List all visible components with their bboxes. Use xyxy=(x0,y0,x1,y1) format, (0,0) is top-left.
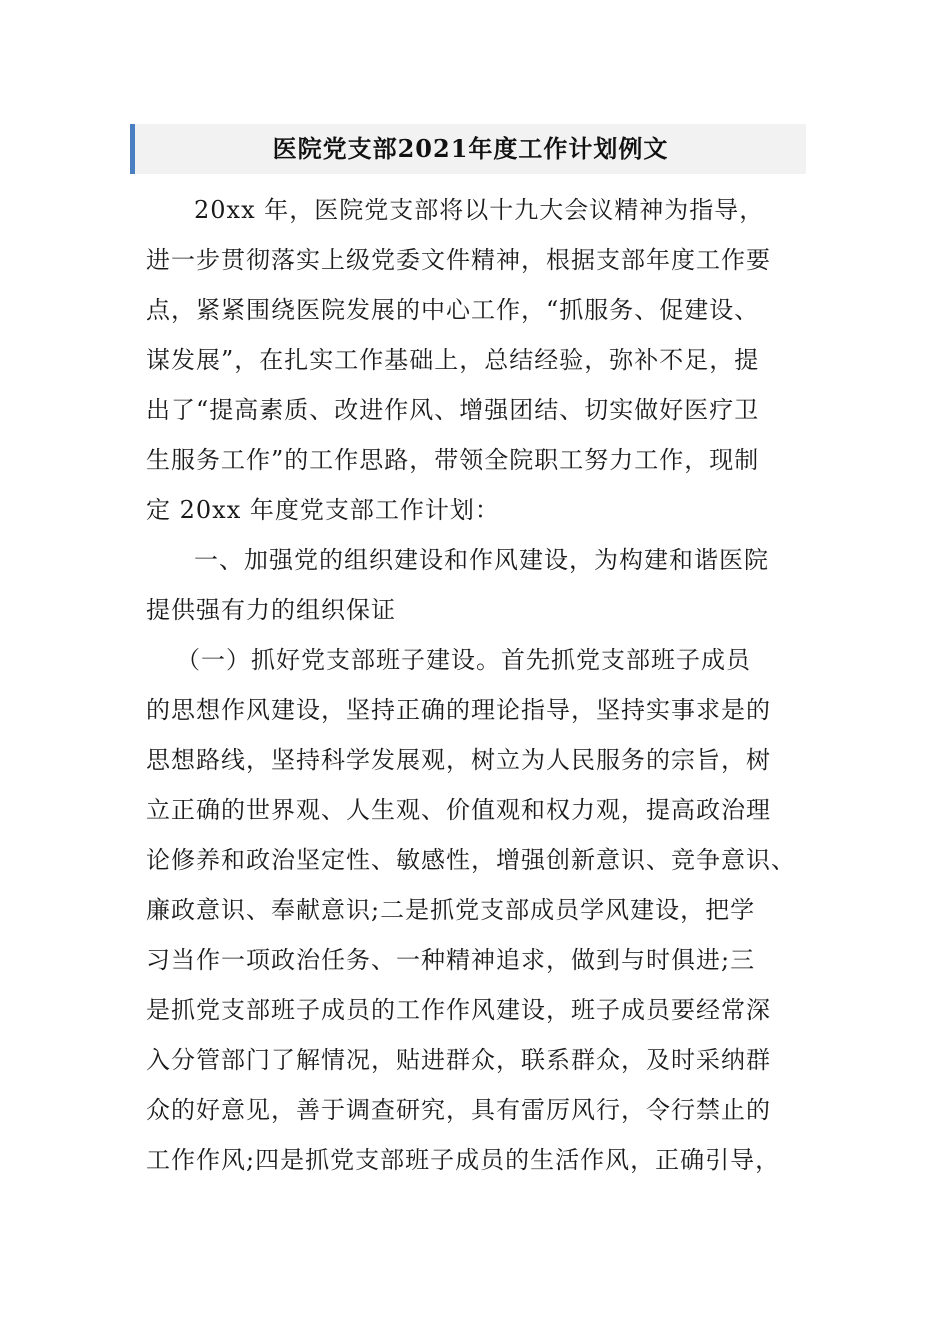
paragraph-line: 立正确的世界观、人生观、价值观和权力观，提高政治理 xyxy=(146,796,771,824)
paragraph-line: 众的好意见，善于调查研究，具有雷厉风行，令行禁止的 xyxy=(146,1096,771,1124)
paragraph-line: 20xx 年，医院党支部将以十九大会议精神为指导， xyxy=(194,196,765,224)
section-heading-line: 一、加强党的组织建设和作风建设，为构建和谐医院 xyxy=(194,546,769,574)
paragraph-line: 谋发展”，在扎实工作基础上，总结经验，弥补不足，提 xyxy=(146,346,760,374)
paragraph-line: 的思想作风建设，坚持正确的理论指导，坚持实事求是的 xyxy=(146,696,771,724)
title-banner xyxy=(130,124,806,174)
paragraph-line: 论修养和政治坚定性、敏感性，增强创新意识、竞争意识、 xyxy=(146,846,796,874)
paragraph-line: 出了“提高素质、改进作风、增强团结、切实做好医疗卫 xyxy=(146,396,760,424)
paragraph-line: 工作作风;四是抓党支部班子成员的生活作风，正确引导， xyxy=(146,1146,781,1174)
section-heading-line: 提供强有力的组织保证 xyxy=(146,596,396,624)
paragraph-line: 进一步贯彻落实上级党委文件精神，根据支部年度工作要 xyxy=(146,246,771,274)
paragraph-line: 定 20xx 年度党支部工作计划： xyxy=(146,496,500,524)
document-body xyxy=(146,185,826,1185)
paragraph-line: 习当作一项政治任务、一种精神追求，做到与时俱进;三 xyxy=(146,946,756,974)
paragraph-line: 点，紧紧围绕医院发展的中心工作，“抓服务、促建设、 xyxy=(146,296,760,324)
document-title: 医院党支部2021年度工作计划例文 xyxy=(272,134,669,163)
paragraph-line: 生服务工作”的工作思路，带领全院职工努力工作，现制 xyxy=(146,446,760,474)
paragraph-line: 入分管部门了解情况，贴进群众，联系群众，及时采纳群 xyxy=(146,1046,771,1074)
paragraph-line: （一）抓好党支部班子建设。首先抓党支部班子成员 xyxy=(176,646,751,674)
paragraph-line: 思想路线，坚持科学发展观，树立为人民服务的宗旨，树 xyxy=(146,746,771,774)
paragraph-line: 廉政意识、奉献意识;二是抓党支部成员学风建设，把学 xyxy=(146,896,756,924)
paragraph-line: 是抓党支部班子成员的工作作风建设，班子成员要经常深 xyxy=(146,996,771,1024)
